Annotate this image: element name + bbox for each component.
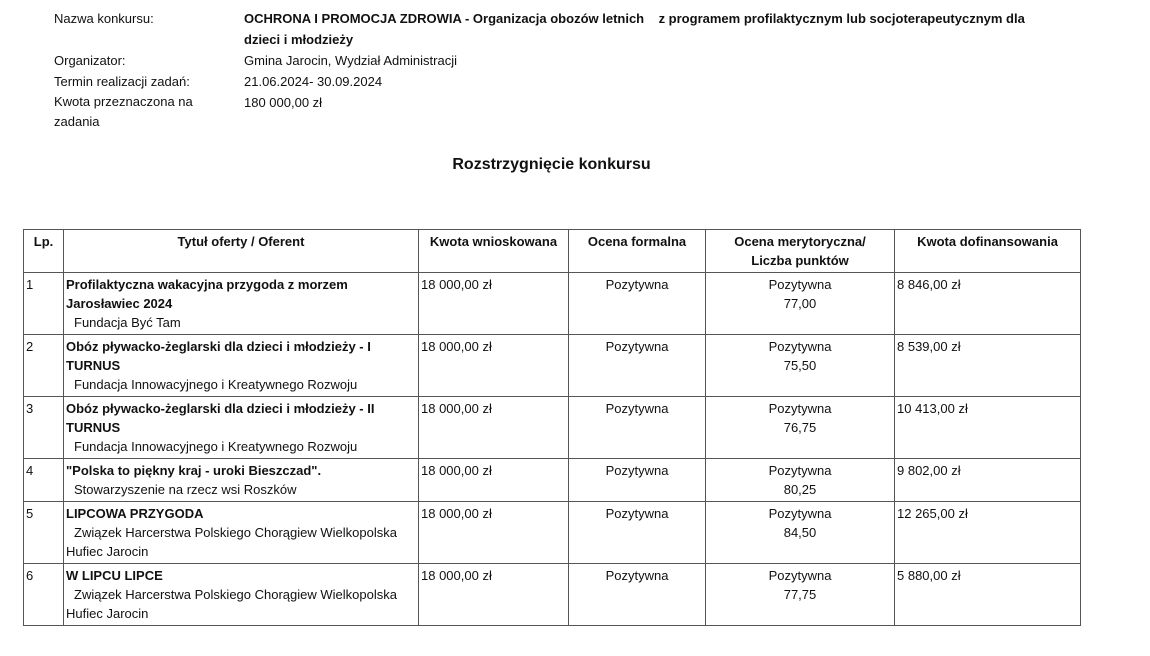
cell-requested: 18 000,00 zł	[419, 273, 569, 335]
offer-organization: Związek Harcerstwa Polskiego Chorągiew Wielkopolska	[74, 525, 397, 540]
cell-requested: 18 000,00 zł	[419, 564, 569, 626]
header-requested: Kwota wnioskowana	[419, 230, 569, 273]
cell-granted: 8 846,00 zł	[895, 273, 1081, 335]
competition-name-label: Nazwa konkursu:	[54, 11, 154, 26]
results-table	[23, 229, 1081, 626]
offer-organization: Związek Harcerstwa Polskiego Chorągiew Wielkopolska	[74, 587, 397, 602]
cell-requested: 18 000,00 zł	[419, 335, 569, 397]
amount-label-line1: Kwota przeznaczona na	[54, 94, 193, 109]
cell-merit	[706, 335, 895, 397]
cell-requested: 18 000,00 zł	[419, 459, 569, 502]
offer-title: Obóz pływacko-żeglarski dla dzieci i młodzieży - II TURNUS	[66, 401, 375, 435]
merit-rating: Pozytywna	[768, 506, 832, 521]
offer-title: Profilaktyczna wakacyjna przygoda z morzem Jarosławiec 2024	[66, 277, 348, 311]
competition-name-line2: dzieci i młodzieży	[244, 32, 354, 47]
merit-points: 84,50	[783, 525, 817, 540]
cell-lp: 2	[24, 335, 64, 397]
offer-organization: Stowarzyszenie na rzecz wsi Roszków	[74, 482, 297, 497]
cell-lp: 6	[24, 564, 64, 626]
cell-offer	[64, 564, 419, 626]
cell-offer	[64, 335, 419, 397]
cell-lp: 3	[24, 397, 64, 459]
merit-rating: Pozytywna	[768, 401, 832, 416]
offer-organization: Fundacja Innowacyjnego i Kreatywnego Rozwoju	[74, 439, 358, 454]
cell-formal: Pozytywna	[569, 335, 706, 397]
offer-organization-unit: Hufiec Jarocin	[66, 544, 149, 559]
offer-title: "Polska to piękny kraj - uroki Bieszczad".	[66, 463, 322, 478]
table-row	[24, 335, 1081, 397]
term-value: 21.06.2024- 30.09.2024	[244, 74, 383, 89]
competition-info	[54, 8, 1114, 132]
merit-rating: Pozytywna	[768, 339, 832, 354]
cell-merit	[706, 502, 895, 564]
header-formal: Ocena formalna	[569, 230, 706, 273]
cell-formal: Pozytywna	[569, 273, 706, 335]
merit-rating: Pozytywna	[768, 568, 832, 583]
amount-label	[54, 92, 244, 132]
header-granted: Kwota dofinansowania	[895, 230, 1081, 273]
term-row	[54, 71, 1114, 92]
organizer-value: Gmina Jarocin, Wydział Administracji	[244, 53, 458, 68]
cell-formal: Pozytywna	[569, 397, 706, 459]
merit-rating: Pozytywna	[768, 463, 832, 478]
competition-name-row	[54, 8, 1114, 50]
header-merit-line2: Liczba punktów	[751, 253, 849, 268]
cell-lp: 5	[24, 502, 64, 564]
header-title: Tytuł oferty / Oferent	[64, 230, 419, 273]
amount-label-line2: zadania	[54, 114, 100, 129]
competition-name-line1: OCHRONA I PROMOCJA ZDROWIA - Organizacja obozów letnich z programem profilaktycznym lub socjoterapeutycznym dla	[244, 11, 1025, 26]
cell-offer	[64, 459, 419, 502]
table-row	[24, 459, 1081, 502]
cell-merit	[706, 273, 895, 335]
offer-organization: Fundacja Innowacyjnego i Kreatywnego Rozwoju	[74, 377, 358, 392]
cell-lp: 1	[24, 273, 64, 335]
table-header-row	[24, 230, 1081, 273]
cell-merit	[706, 397, 895, 459]
competition-name-value	[244, 8, 1064, 50]
table-row	[24, 273, 1081, 335]
cell-requested: 18 000,00 zł	[419, 502, 569, 564]
cell-formal: Pozytywna	[569, 564, 706, 626]
cell-offer	[64, 397, 419, 459]
organizer-row	[54, 50, 1114, 71]
offer-title: W LIPCU LIPCE	[66, 568, 163, 583]
merit-rating: Pozytywna	[768, 277, 832, 292]
merit-points: 76,75	[783, 420, 817, 435]
offer-title: Obóz pływacko-żeglarski dla dzieci i młodzieży - I TURNUS	[66, 339, 371, 373]
table-row	[24, 502, 1081, 564]
cell-granted: 8 539,00 zł	[895, 335, 1081, 397]
table-row	[24, 397, 1081, 459]
cell-granted: 5 880,00 zł	[895, 564, 1081, 626]
amount-row	[54, 92, 1114, 132]
header-lp: Lp.	[24, 230, 64, 273]
cell-merit	[706, 459, 895, 502]
header-merit-line1: Ocena merytoryczna/	[734, 234, 866, 249]
cell-requested: 18 000,00 zł	[419, 397, 569, 459]
offer-organization: Fundacja Być Tam	[74, 315, 181, 330]
cell-offer	[64, 273, 419, 335]
page-title: Rozstrzygnięcie konkursu	[452, 156, 651, 173]
term-label: Termin realizacji zadań:	[54, 74, 190, 89]
cell-lp: 4	[24, 459, 64, 502]
cell-merit	[706, 564, 895, 626]
header-merit	[706, 230, 895, 273]
merit-points: 77,75	[783, 587, 817, 602]
merit-points: 75,50	[783, 358, 817, 373]
merit-points: 77,00	[783, 296, 817, 311]
cell-granted: 10 413,00 zł	[895, 397, 1081, 459]
organizer-label: Organizator:	[54, 53, 126, 68]
offer-organization-unit: Hufiec Jarocin	[66, 606, 149, 621]
cell-granted: 9 802,00 zł	[895, 459, 1081, 502]
merit-points: 80,25	[783, 482, 817, 497]
cell-formal: Pozytywna	[569, 502, 706, 564]
table-row	[24, 564, 1081, 626]
cell-formal: Pozytywna	[569, 459, 706, 502]
cell-offer	[64, 502, 419, 564]
offer-title: LIPCOWA PRZYGODA	[66, 506, 204, 521]
amount-value: 180 000,00 zł	[244, 95, 323, 110]
cell-granted: 12 265,00 zł	[895, 502, 1081, 564]
